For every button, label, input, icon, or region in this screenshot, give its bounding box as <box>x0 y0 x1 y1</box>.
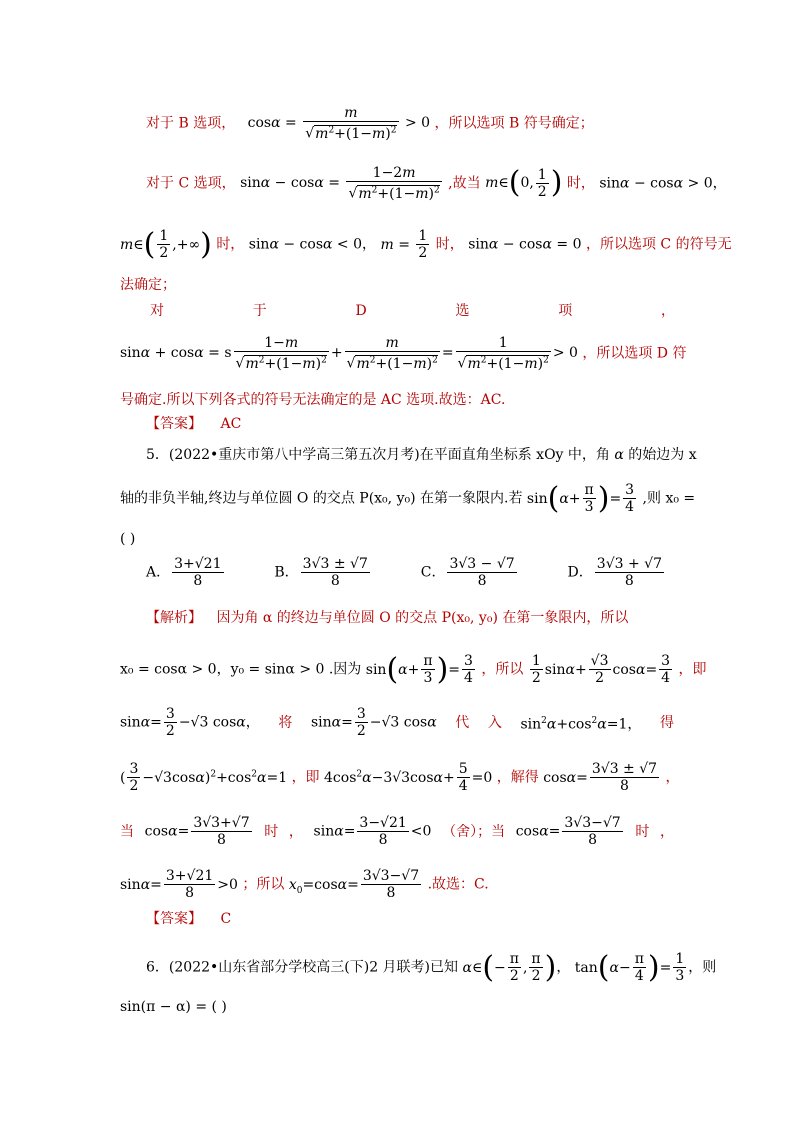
option-a-label: A． <box>146 564 171 581</box>
question-6-cond2: tan(α− $\frac{\pi}{4}$ )= $\frac{1}{3}$ <box>574 949 685 985</box>
line4: 法确定； <box>120 277 176 293</box>
analysis-l4c: $4\cos^2\alpha-3√3\cos\alpha+$ $\frac{5}{4}$ =0 <box>324 761 493 794</box>
options-row <box>146 556 666 589</box>
analysis-l5i: ， <box>659 823 674 840</box>
analysis-l5e: sinα= $\frac{3-√21}{8}$ <0 <box>313 815 432 848</box>
answer-2 <box>146 909 231 929</box>
analysis-l6c: $x_0=\cos\alpha=$ $\frac{3√3-√7}{8}$ <box>288 868 420 901</box>
option-c-analysis-2 <box>120 228 732 261</box>
question-5-line2 <box>120 482 695 515</box>
analysis-l5a: 当 <box>120 823 134 840</box>
analysis-l5c: 时 <box>264 823 279 840</box>
option-c-ineq: sinα − cosα > 0， <box>599 175 727 192</box>
analysis-l4b: ，即 <box>291 769 320 786</box>
analysis-l4a: ( $\frac{3}{2}$ $-√3\cos\alpha)^2+\cos^2\alpha=1$ <box>120 761 288 794</box>
analysis-l4d: ，解得 <box>496 769 539 786</box>
analysis-l2e: ，即 <box>678 661 707 678</box>
question-5-header: 5．(2022•重庆市第八中学高三第五次月考)在平面直角坐标系 xOy 中，角 α 的始边为 x <box>146 447 697 463</box>
analysis-l4f: ， <box>665 769 680 786</box>
option-d-tail: ，所以选项 D 符 <box>582 345 687 362</box>
option-c[interactable] <box>421 556 519 589</box>
option-d-formula: sinα + cosα = s $\frac{1-m}{√m^2+(1-m)^2}$ + $\frac{m}{√m^2+(1-m)^2}$ = $\frac{1}{√m^2+(1-m)^2}$ > 0 <box>120 335 583 372</box>
ineq-1: sinα − cosα < 0， <box>248 236 377 253</box>
option-c-time: 时， <box>566 175 595 192</box>
analysis-l5g: cosα= $\frac{3√3-√7}{8}$ <box>515 815 621 848</box>
time-2: 时， <box>435 236 464 253</box>
option-d-label: D． <box>567 564 593 581</box>
analysis-l3d: 代 <box>455 714 470 731</box>
option-c-formula: sinα − cosα = $\frac{1-2m}{√m^2+(1-m)^2}$ <box>240 165 440 202</box>
option-d-analysis <box>120 335 686 372</box>
analysis-line5 <box>120 815 674 848</box>
time-1: 时， <box>216 236 245 253</box>
option-b[interactable] <box>274 556 372 589</box>
question-6-sep: ， <box>556 959 571 976</box>
option-c-den: 8 <box>447 572 516 589</box>
analysis-l2c: ，所以 <box>481 661 524 678</box>
word-5: 项 <box>558 303 573 319</box>
analysis-l4e: cosα= $\frac{3√3 \pm √7}{8}$ <box>543 761 658 794</box>
analysis-l3g: 得 <box>659 714 674 731</box>
analysis-l5d: ， <box>288 823 303 840</box>
option-b-lead: 对于 B 选项， <box>146 115 236 132</box>
word-3: D <box>355 303 367 319</box>
question-number: 5． <box>146 447 169 463</box>
line7: 号确定.所以下列各式的符号无法确定的是 AC 选项.故选：AC. <box>120 392 506 408</box>
analysis-l5b: cosα= $\frac{3√3+√7}{8}$ <box>144 815 250 848</box>
analysis-l3e: 入 <box>487 714 502 731</box>
answer-2-value: C <box>220 911 232 927</box>
ineq-2: sinα − cosα = 0 <box>468 236 582 253</box>
answer-1 <box>146 414 241 434</box>
option-b-formula: cosα = $\frac{m}{√m^2+(1-m)^2}$ > 0 <box>247 105 435 142</box>
analysis-l6d: .故选：C. <box>427 876 489 893</box>
question-source-2: 的始边为 x <box>628 447 697 463</box>
analysis-l5h: 时 <box>635 823 650 840</box>
option-c-analysis <box>146 165 727 202</box>
analysis-line3 <box>120 706 674 739</box>
question-6-line2: sin(π − α) = ( ) <box>120 999 227 1015</box>
question-5-cond: sin(α+ $\frac{\pi}{3}$ )= $\frac{3}{4}$ <box>526 480 635 516</box>
option-c-cond: m∈(0, $\frac{1}{2}$ ) <box>485 165 563 201</box>
question-6-source: (2022•山东省部分学校高三(下)2 月联考)已知 <box>168 959 459 976</box>
option-c-lead: 对于 C 选项， <box>146 175 236 192</box>
question-6-cond1: α∈(− $\frac{\pi}{2}$ , $\frac{\pi}{2}$ ) <box>462 949 557 985</box>
analysis-l3b: 将 <box>278 714 293 731</box>
answer-tag: 【答案】 <box>146 416 202 432</box>
analysis-l3a: sinα= $\frac{3}{2}$ −√3 cosα， <box>120 706 260 739</box>
option-d-num: 3√3 + √7 <box>596 556 662 572</box>
question-5-paren: ( ) <box>120 531 136 547</box>
option-b-analysis <box>146 105 594 142</box>
analysis-l2b: sin(α+ $\frac{\pi}{3}$ )= $\frac{3}{4}$ <box>365 651 473 687</box>
option-d-den: 8 <box>595 572 664 589</box>
word-2: 于 <box>252 303 267 319</box>
analysis-line1 <box>146 608 628 628</box>
question-6-header <box>146 951 716 984</box>
word-1: 对 <box>150 303 164 319</box>
analysis-l6a: sinα= $\frac{3+√21}{8}$ >0 <box>120 868 238 901</box>
analysis-l3f: $\sin^2\alpha+\cos^2\alpha=1$， <box>520 715 642 733</box>
question-6-number: 6． <box>146 959 169 976</box>
question-source: (2022•重庆市第八中学高三第五次月考)在平面直角坐标系 xOy 中，角 <box>168 447 610 463</box>
option-b-num: 3√3 ± √7 <box>302 556 368 572</box>
analysis-l2a: x₀ = cosα > 0，y₀ = sinα > 0 .因为 <box>120 661 362 678</box>
analysis-l3c: sinα= $\frac{3}{2}$ −√3 cosα <box>310 706 437 739</box>
interval-cond: m∈( $\frac{1}{2}$ ,+∞) <box>120 226 212 262</box>
analysis-l6b: ；所以 <box>242 876 285 893</box>
word-6: ， <box>660 303 675 319</box>
option-a-num: 3+√21 <box>174 556 222 572</box>
analysis-l5f: （舍）；当 <box>442 823 506 840</box>
option-c-mid: ,故当 <box>448 175 481 192</box>
option-b-tail: ，所以选项 B 符号确定； <box>434 115 594 132</box>
analysis-line6 <box>120 868 489 901</box>
analysis-line4 <box>120 761 680 794</box>
answer-2-tag: 【答案】 <box>146 911 202 927</box>
option-c-num: 3√3 − √7 <box>449 556 515 572</box>
option-a[interactable] <box>146 556 226 589</box>
option-a-den: 8 <box>172 572 223 589</box>
analysis-text-1: 因为角 α 的终边与单位圆 O 的交点 P(x₀, y₀) 在第一象限内，所以 <box>216 610 629 626</box>
question-6-tail: ，则 <box>688 959 717 976</box>
option-d-heading <box>150 301 675 321</box>
line3-tail: ，所以选项 C 的符号无 <box>585 236 732 253</box>
analysis-tag: 【解析】 <box>146 610 202 626</box>
question-5-ask: ,则 x₀ = <box>642 490 696 507</box>
question-5-text: 轴的非负半轴,终边与单位圆 O 的交点 P(x₀, y₀) 在第一象限内.若 <box>120 490 523 507</box>
option-b-den: 8 <box>301 572 370 589</box>
option-c-label: C． <box>420 564 446 581</box>
analysis-line2 <box>120 653 707 686</box>
option-d[interactable] <box>568 556 666 589</box>
analysis-l2d: $\frac{1}{2}$ sinα+ $\frac{√3}{2}$ cosα= $\frac{3}{4}$ <box>531 653 671 686</box>
answer-value: AC <box>220 416 242 432</box>
option-b-label: B． <box>274 564 299 581</box>
m-eq-half: m = $\frac{1}{2}$ <box>380 228 428 261</box>
word-4: 选 <box>455 303 470 319</box>
